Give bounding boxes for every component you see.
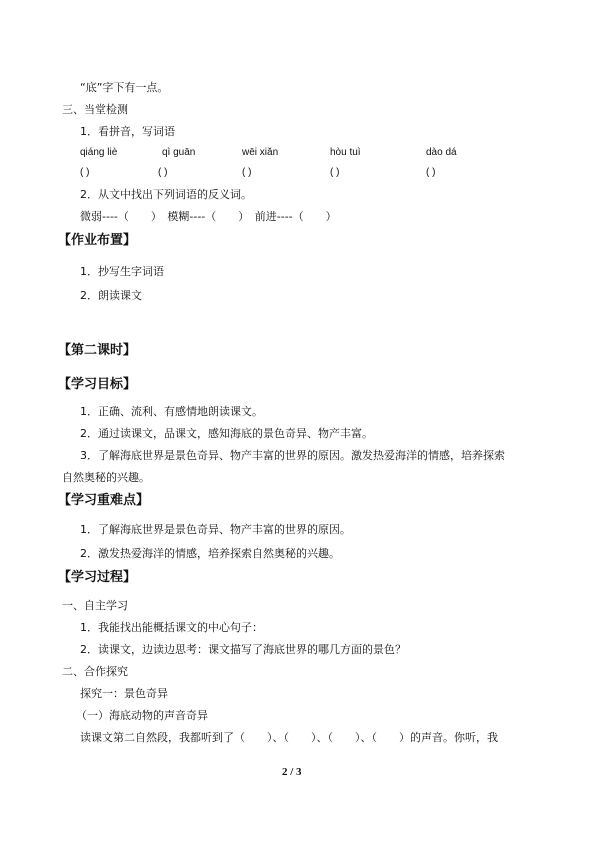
section-title: 三、当堂检测	[62, 103, 128, 116]
text-line: 1．了解海底世界是景色奇异、物产丰富的世界的原因。	[80, 523, 351, 536]
pinyin-4: hòu tuì	[330, 147, 361, 158]
text-line: 1．抄写生字词语	[80, 265, 164, 278]
heading: 【作业布置】	[58, 233, 137, 248]
text-line: 2．读课文，边读边思考：课文描写了海底世界的哪几方面的景色？	[80, 643, 406, 656]
text-line: 读课文第二自然段，我都听到了（ ）、（ ）、（ ）、（ ）的声音。你听，我	[80, 731, 498, 744]
text-line: 探究一：景色奇异	[80, 687, 168, 700]
heading: 【学习重难点】	[58, 493, 150, 508]
section-title: 一、自主学习	[62, 599, 128, 612]
pinyin-5: dào dá	[426, 147, 457, 158]
text-line: 微弱----（ ） 模糊----（ ） 前进----（ ）	[80, 210, 337, 223]
answer-blank: ( )	[242, 167, 252, 178]
answer-blank: ( )	[158, 167, 168, 178]
text-line: 2．激发热爱海洋的情感，培养探索自然奥秘的兴趣。	[80, 547, 340, 560]
text-line: （一）海底动物的声音奇异	[76, 709, 208, 722]
section-title: 二、合作探究	[62, 665, 128, 678]
text-line: 2．朗读课文	[80, 289, 142, 302]
heading: 【第二课时】	[58, 343, 137, 358]
text-line: 2．从文中找出下列词语的反义词。	[80, 188, 252, 201]
answer-blank: ( )	[80, 167, 90, 178]
text-line: 3．了解海底世界是景色奇异、物产丰富的世界的原因。激发热爱海洋的情感，培养探索	[80, 449, 505, 462]
text-line: 2．通过读课文，品课文，感知海底的景色奇异、物产丰富。	[80, 427, 373, 440]
heading: 【学习过程】	[58, 570, 137, 585]
answer-blank: ( )	[330, 167, 340, 178]
text-line: 1．正确、流利、有感情地朗读课文。	[80, 405, 263, 418]
pinyin-2: qì guān	[162, 147, 196, 158]
pinyin-3: wēi xiǎn	[242, 147, 279, 158]
text-line: “底”字下有一点。	[80, 81, 169, 94]
text-line: 自然奥秘的兴趣。	[62, 471, 150, 484]
pinyin-1: qiáng liè	[80, 147, 118, 158]
text-line: 1．看拼音，写词语	[80, 125, 175, 138]
answer-blank: ( )	[426, 167, 436, 178]
heading: 【学习目标】	[58, 377, 137, 392]
page-number: 2 / 3	[282, 766, 302, 778]
text-line: 1．我能找出能概括课文的中心句子：	[80, 621, 263, 634]
